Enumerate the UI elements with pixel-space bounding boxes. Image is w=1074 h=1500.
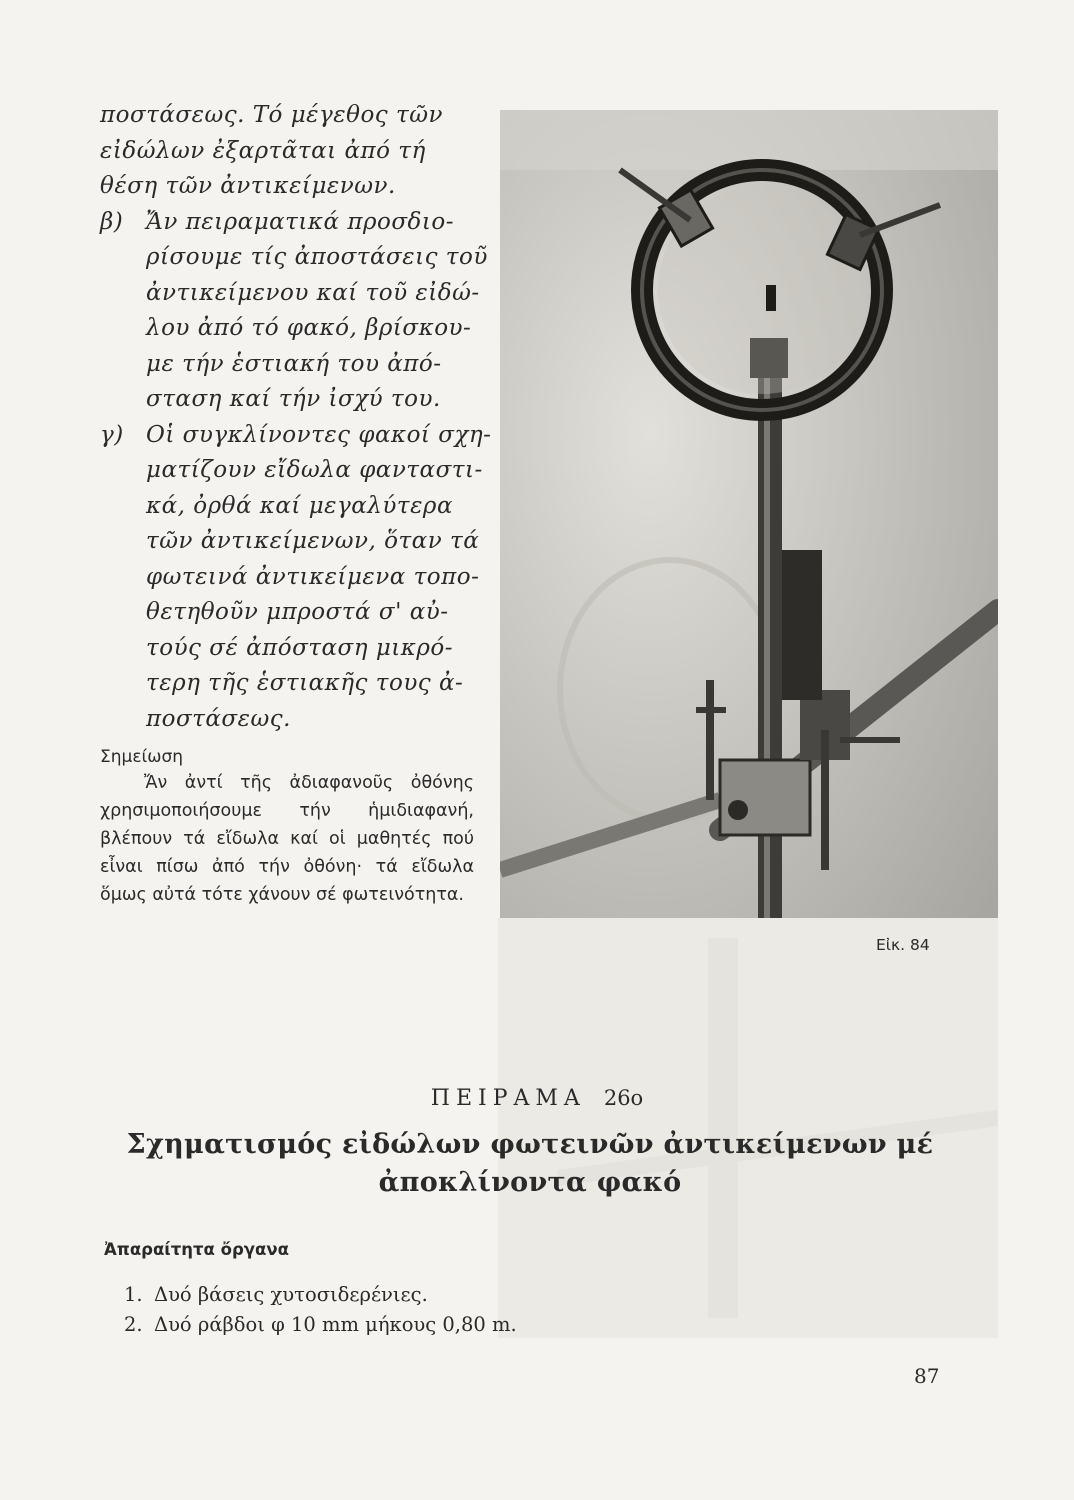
item-c-line: ματίζουν εἴδωλα φανταστι- bbox=[146, 457, 483, 483]
note-text: Ἄν ἀντί τῆς ἀδιαφανοῦς ὀθόνης χρησιμοποιήσουμε τήν ἡμιδιαφανή, βλέπουν τά εἴδωλα καί οἱ μαθητές πού εἶναι πίσω ἀπό τήν ὀθόνη· τά εἴδωλα ὅμως αὐτά τότε χάνουν σέ φωτεινότητα. bbox=[100, 773, 474, 905]
item-b-line: σταση καί τήν ἰσχύ του. bbox=[146, 386, 441, 412]
item-c-line: φωτεινά ἀντικείμενα τοπο- bbox=[146, 563, 480, 590]
note-heading: Σημείωση bbox=[100, 747, 184, 767]
experiment-title bbox=[0, 1086, 1074, 1111]
item-c-line: τούς σέ ἀπόσταση μικρό- bbox=[146, 634, 454, 661]
list-item-number: 2. bbox=[124, 1313, 143, 1336]
experiment-label: ΠΕΙΡΑΜΑ bbox=[430, 1086, 586, 1111]
list-item-text: Δυό ράβδοι φ 10 mm μήκους 0,80 m. bbox=[154, 1313, 517, 1336]
figure-caption: Εἰκ. 84 bbox=[876, 936, 930, 954]
intro-line: θέση τῶν ἀντικείμενων. bbox=[100, 173, 396, 199]
list-item bbox=[124, 1280, 517, 1310]
item-c-line: Οἱ συγκλίνοντες φακοί σχη- bbox=[146, 421, 492, 448]
item-b-line: ἀντικείμενου καί τοῦ εἰδώ- bbox=[146, 279, 480, 306]
intro-line: εἰδώλων ἐξαρτᾶται ἀπό τή bbox=[100, 137, 426, 164]
experiment-number: 26ο bbox=[603, 1086, 644, 1110]
item-b-label: β) bbox=[100, 208, 124, 235]
left-text-column bbox=[100, 98, 500, 909]
item-c-line: τῶν ἀντικείμενων, ὅταν τά bbox=[146, 528, 480, 554]
intro-line: ποστάσεως. Τό μέγεθος τῶν bbox=[100, 102, 443, 128]
experiment-heading: Σχηματισμός εἰδώλων φωτεινῶν ἀντικείμενων μέ ἀποκλίνοντα φακό bbox=[126, 1129, 934, 1198]
item-c-line: τερη τῆς ἑστιακῆς τους ἀ- bbox=[146, 670, 464, 696]
item-b-line: με τήν ἑστιακή του ἀπό- bbox=[146, 350, 442, 377]
list-item-number: 1. bbox=[124, 1283, 143, 1306]
item-c-line: θετηθοῦν μπροστά σ' αὐ- bbox=[146, 599, 449, 625]
item-b-line: ρίσουμε τίς ἀποστάσεις τοῦ bbox=[146, 244, 488, 270]
lens-stand-illustration bbox=[500, 110, 998, 918]
equipment-list bbox=[124, 1280, 517, 1340]
figure-photo bbox=[500, 110, 998, 918]
equipment-subheading: Ἀπαραίτητα ὄργανα bbox=[104, 1240, 289, 1259]
item-c bbox=[100, 418, 500, 738]
item-c-label: γ) bbox=[100, 421, 124, 448]
list-item-text: Δυό βάσεις χυτοσιδερένιες. bbox=[154, 1283, 428, 1306]
list-item bbox=[124, 1310, 517, 1340]
item-c-line: κά, ὀρθά καί μεγαλύτερα bbox=[146, 492, 453, 519]
item-b bbox=[100, 205, 500, 418]
page-number: 87 bbox=[914, 1364, 940, 1388]
item-b-line: Ἄν πειραματικά προσδιο- bbox=[146, 208, 455, 235]
item-c-line: ποστάσεως. bbox=[146, 705, 291, 732]
item-b-line: λου ἀπό τό φακό, βρίσκου- bbox=[146, 315, 472, 341]
